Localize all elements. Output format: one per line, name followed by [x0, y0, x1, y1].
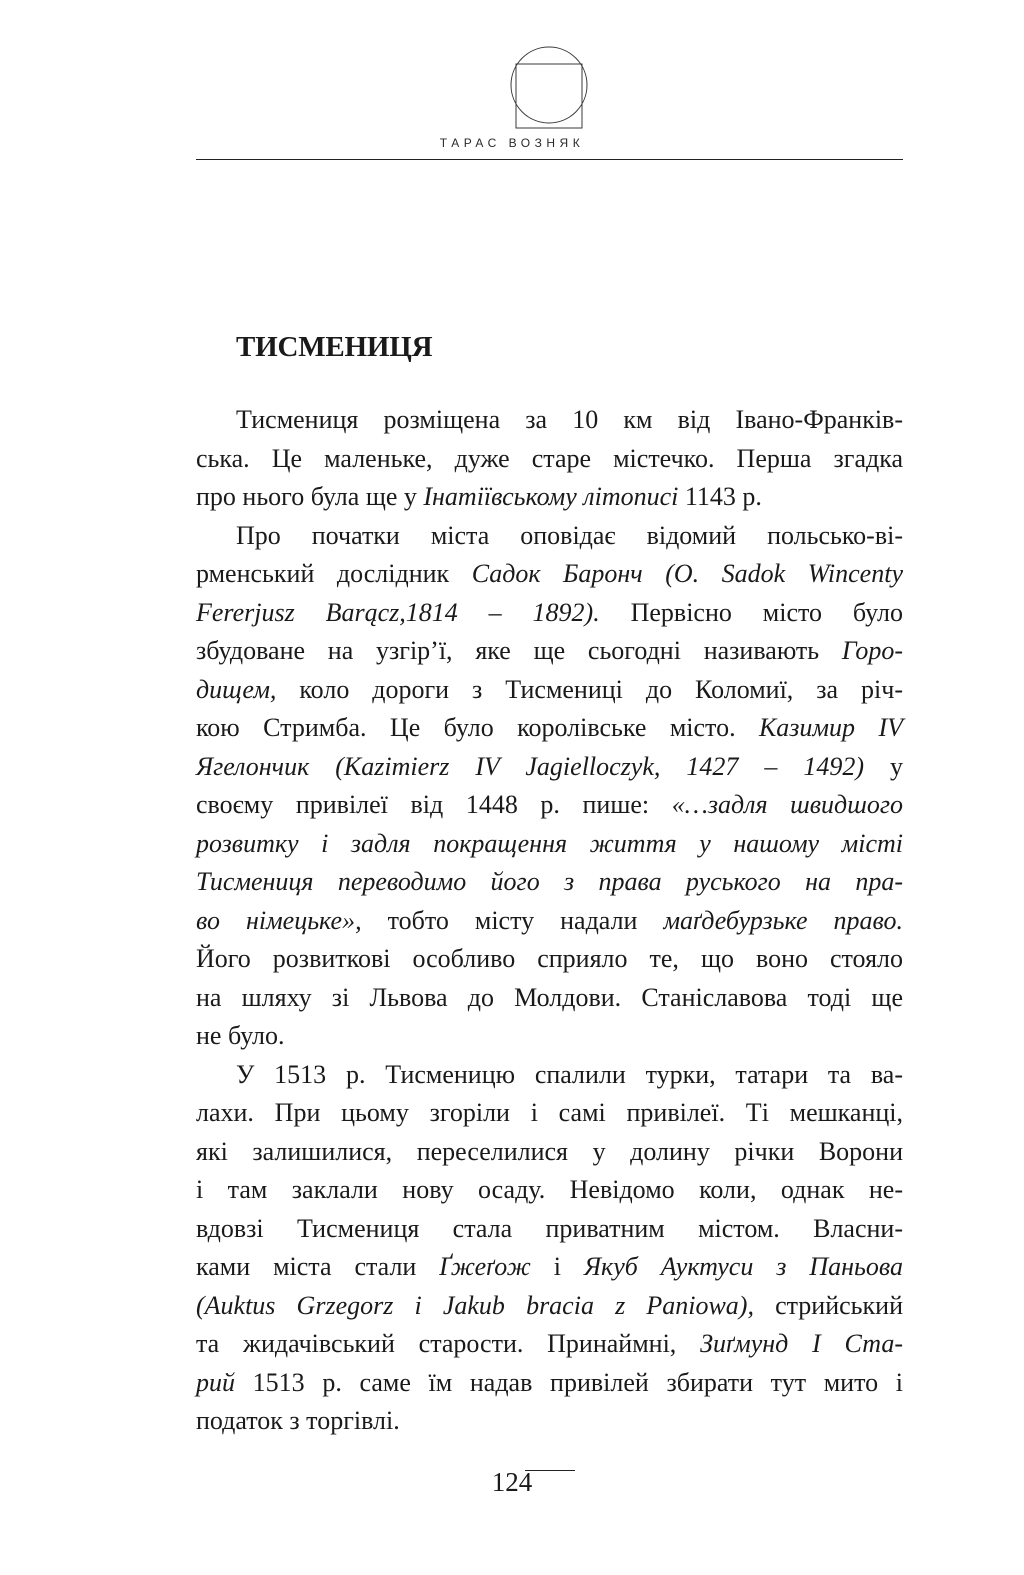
text-line — [196, 478, 903, 517]
text-line — [196, 902, 903, 941]
text-line — [196, 401, 903, 440]
italic-text: Зиґмунд I Ста- — [700, 1329, 903, 1358]
text-run: 1513 р. саме їм надав привілей збирати тут мито і — [235, 1367, 903, 1397]
text-run: на шляху зі Львова до Молдови. Станіславова тоді ще — [196, 982, 903, 1012]
page-number: 124 — [491, 1467, 533, 1497]
text-run: У 1513 р. Тисменицю спалили турки, татари та ва- — [236, 1059, 903, 1089]
italic-text: Садок Баронч (O. Sadok Wincenty — [471, 559, 903, 588]
text-line — [196, 632, 903, 671]
italic-text: дищем, — [196, 674, 277, 704]
text-run: і там заклали нову осаду. Невідомо коли, однак не- — [196, 1175, 903, 1204]
paragraph — [196, 1056, 903, 1441]
text-run: Первісно місто було — [599, 597, 903, 627]
text-line — [196, 1402, 903, 1441]
text-run: лахи. При цьому згоріли і самі привілеї. Ті мешканці, — [196, 1098, 903, 1127]
italic-text: Ягелончик (Kazimierz IV Jagielloczyk, 1427 – 1492) — [196, 751, 865, 781]
text-run: Його розвиткові особливо сприяло те, що воно стояло — [196, 944, 903, 973]
text-run: 1143 р. — [678, 482, 762, 511]
header-divider — [196, 159, 903, 160]
text-run: Про початки міста оповідає відомий польсько-ві- — [236, 520, 903, 550]
italic-text: Інатіївському літописі — [423, 482, 679, 511]
text-run: у — [864, 751, 904, 781]
text-line — [196, 940, 903, 979]
italic-text: Тисмениця переводимо його з права руського на пра- — [196, 867, 903, 896]
text-run: кою Стримба. Це було королівське місто. — [196, 713, 760, 742]
text-line — [196, 863, 903, 902]
text-run: не було. — [196, 1021, 285, 1050]
text-run: тобто місту надали — [361, 905, 664, 935]
text-line — [196, 671, 903, 710]
text-line — [196, 748, 903, 787]
text-line — [196, 1094, 903, 1133]
text-line — [196, 1056, 903, 1095]
italic-text: рий — [196, 1367, 235, 1397]
italic-text: Казимир IV — [759, 713, 903, 742]
text-run: вдовзі Тисмениця стала приватним містом. Власни- — [196, 1213, 903, 1243]
text-line — [196, 440, 903, 479]
italic-text: во німецьке», — [196, 905, 362, 935]
text-run: які залишилися, переселилися у долину річки Ворони — [196, 1136, 903, 1166]
text-line — [196, 1325, 903, 1364]
text-line — [196, 1287, 903, 1326]
text-line — [196, 1133, 903, 1172]
text-line — [196, 555, 903, 594]
text-line — [196, 979, 903, 1018]
text-line — [196, 1171, 903, 1210]
text-line — [196, 1364, 903, 1403]
text-line — [196, 825, 903, 864]
text-line — [196, 786, 903, 825]
italic-text: Горо- — [841, 636, 903, 665]
text-run: і — [530, 1252, 584, 1281]
circle-square-emblem-icon — [509, 45, 589, 129]
running-header-author: ТАРАС ВОЗНЯК — [439, 136, 585, 150]
paragraph — [196, 401, 903, 517]
text-run: ська. Це маленьке, дуже старе містечко. Перша згадка — [196, 443, 903, 473]
text-run: та жидачівський старости. Принаймні, — [196, 1329, 701, 1358]
text-run: збудоване на узгір’ї, яке ще сьогодні називають — [196, 636, 842, 665]
text-line — [196, 1017, 903, 1056]
text-line — [196, 594, 903, 633]
paragraph — [196, 517, 903, 1056]
italic-text: (Auktus Grzegorz i Jakub bracia z Paniowa), — [196, 1290, 754, 1320]
text-run: податок з торгівлі. — [196, 1406, 400, 1435]
text-run: своєму привілеї від 1448 р. пише: — [196, 790, 672, 819]
italic-text: Ґжеґож — [439, 1252, 531, 1281]
body-text — [196, 401, 903, 1441]
text-run: про нього була ще у — [196, 482, 424, 511]
text-line — [196, 709, 903, 748]
text-line — [196, 1210, 903, 1249]
text-run: стрийський — [753, 1290, 903, 1320]
text-run: рменський дослідник — [196, 559, 472, 588]
text-run: коло дороги з Тисмениці до Коломиї, за річ- — [276, 674, 903, 704]
italic-text: Якуб Ауктуси з Паньова — [583, 1252, 903, 1281]
italic-text: Fererjusz Barącz,1814 – 1892). — [196, 597, 600, 627]
text-line — [196, 1248, 903, 1287]
italic-text: маґдебурзьке право. — [663, 905, 903, 935]
text-line — [196, 517, 903, 556]
italic-text: розвитку і задля покращення життя у нашому місті — [196, 828, 903, 858]
section-title: ТИСМЕНИЦЯ — [236, 331, 433, 363]
italic-text: «…задля швидшого — [671, 790, 903, 819]
text-run: ками міста стали — [196, 1252, 440, 1281]
text-run: Тисмениця розміщена за 10 км від Івано-Франків- — [236, 405, 903, 434]
